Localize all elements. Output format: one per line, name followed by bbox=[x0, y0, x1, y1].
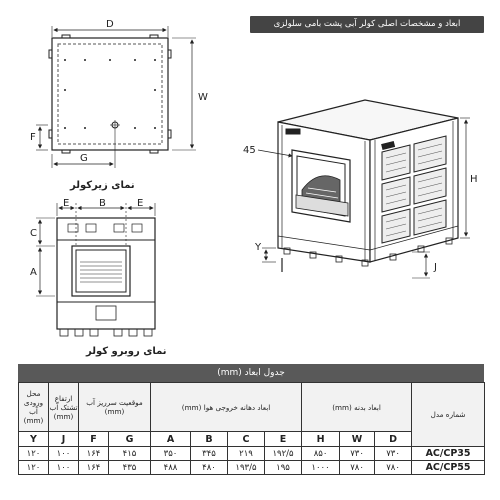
cell-F: ۱۶۴ bbox=[79, 447, 109, 461]
front-view bbox=[36, 203, 155, 336]
col-letter: F bbox=[79, 432, 109, 447]
cell-H: ۱۰۰۰ bbox=[302, 461, 340, 475]
dim-G-label: G bbox=[80, 153, 88, 164]
group-tray: ارتفاع تشتک آب (mm) bbox=[49, 383, 79, 432]
dim-Y-label: Y bbox=[255, 242, 262, 253]
col-letter: G bbox=[109, 432, 151, 447]
dim-A-label: A bbox=[30, 267, 37, 278]
col-letter: E bbox=[265, 432, 302, 447]
col-letter: D bbox=[375, 432, 412, 447]
header-banner: ابعاد و مشخصات اصلی کولر آبی پشت بامی سلولزی bbox=[250, 16, 484, 33]
group-outlet: ابعاد دهانه خروجی هوا (mm) bbox=[151, 383, 302, 432]
table-row bbox=[19, 447, 485, 461]
bottom-view-caption: نمای زیرکولر bbox=[70, 180, 135, 191]
cell-E: ۱۹۲/۵ bbox=[265, 447, 302, 461]
col-letter: H bbox=[302, 432, 340, 447]
col-letter: W bbox=[340, 432, 375, 447]
cell-W: ۷۸۰ bbox=[340, 461, 375, 475]
col-letter: Y bbox=[19, 432, 49, 447]
dim-E-label-right: E bbox=[137, 198, 144, 209]
cell-model: AC/CP55 bbox=[412, 461, 485, 475]
cell-E: ۱۹۵ bbox=[265, 461, 302, 475]
group-body: ابعاد بدنه (mm) bbox=[302, 383, 412, 432]
cell-A: ۴۸۸ bbox=[151, 461, 191, 475]
cell-B: ۳۴۵ bbox=[191, 447, 228, 461]
cell-B: ۴۸۰ bbox=[191, 461, 228, 475]
cell-J: ۱۰۰ bbox=[49, 447, 79, 461]
group-model: شماره مدل bbox=[412, 383, 485, 447]
table-group-header-row bbox=[19, 383, 485, 432]
bottom-view bbox=[36, 26, 196, 168]
cell-Y: ۱۲۰ bbox=[19, 447, 49, 461]
cell-W: ۷۳۰ bbox=[340, 447, 375, 461]
dim-D-label: D bbox=[106, 19, 114, 30]
isometric-view bbox=[258, 100, 470, 278]
dim-C-label: C bbox=[30, 228, 37, 239]
col-letter: J bbox=[49, 432, 79, 447]
cell-F: ۱۶۴ bbox=[79, 461, 109, 475]
cell-C: ۲۱۹ bbox=[228, 447, 265, 461]
dim-H-label: H bbox=[470, 174, 478, 185]
cell-Y: ۱۲۰ bbox=[19, 461, 49, 475]
col-letter: B bbox=[191, 432, 228, 447]
front-view-caption: نمای روبرو کولر bbox=[86, 346, 167, 357]
table-row bbox=[19, 461, 485, 475]
cell-H: ۸۵۰ bbox=[302, 447, 340, 461]
dim-F-label: F bbox=[30, 132, 36, 143]
dim-W-label: W bbox=[198, 92, 208, 103]
group-drain: موقعیت سرریز آب (mm) bbox=[79, 383, 151, 432]
table-title: جدول ابعاد (mm) bbox=[18, 364, 484, 382]
dim-B-label: B bbox=[99, 198, 106, 209]
cell-C: ۱۹۳/۵ bbox=[228, 461, 265, 475]
dim-J-label: J bbox=[434, 262, 437, 273]
dim-E-label-left: E bbox=[63, 198, 70, 209]
cell-D: ۷۸۰ bbox=[375, 461, 412, 475]
col-letter: A bbox=[151, 432, 191, 447]
cell-J: ۱۰۰ bbox=[49, 461, 79, 475]
angle-45-label: 45 bbox=[243, 145, 256, 156]
cell-A: ۳۵۰ bbox=[151, 447, 191, 461]
cell-model: AC/CP35 bbox=[412, 447, 485, 461]
cell-G: ۴۳۵ bbox=[109, 461, 151, 475]
cell-G: ۴۱۵ bbox=[109, 447, 151, 461]
col-letter: C bbox=[228, 432, 265, 447]
cell-D: ۷۳۰ bbox=[375, 447, 412, 461]
dimensions-table bbox=[18, 382, 485, 475]
group-inlet: محل ورودی آب (mm) bbox=[19, 383, 49, 432]
